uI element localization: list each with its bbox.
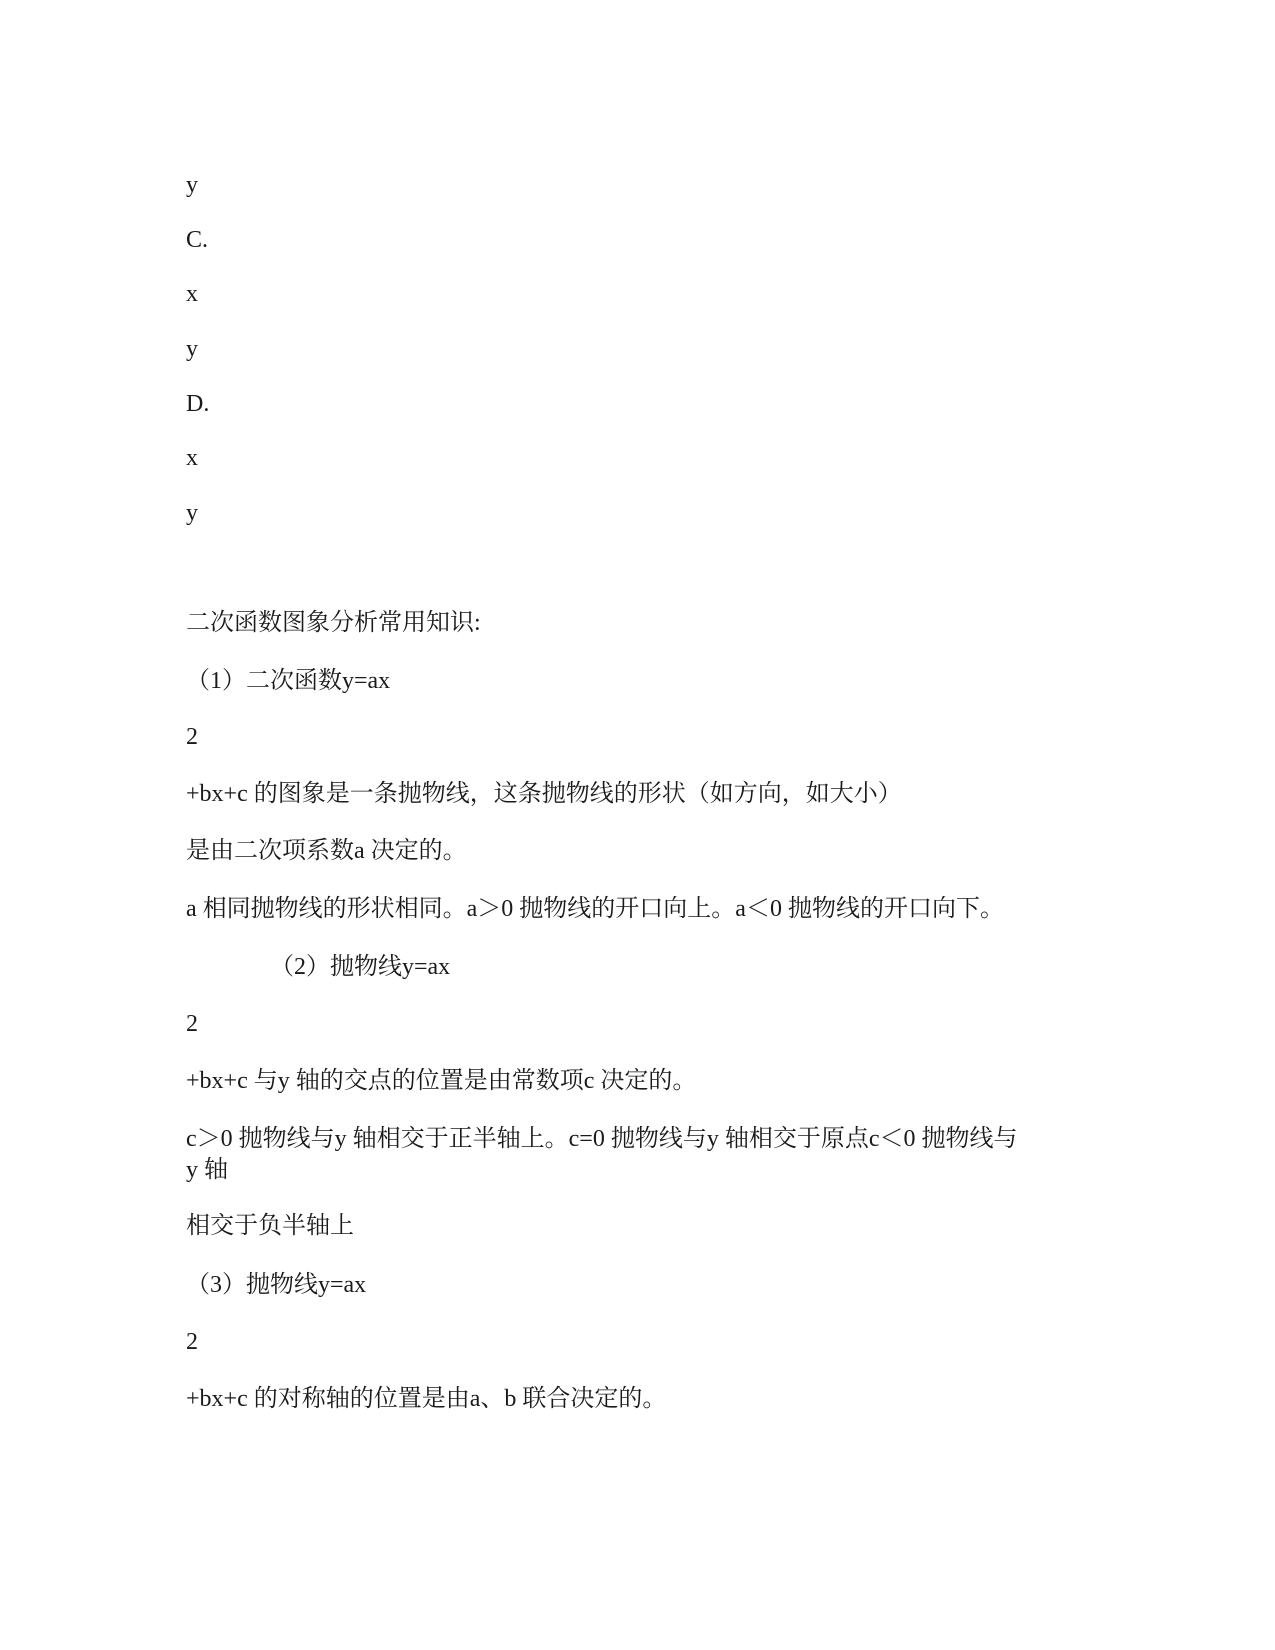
point-2-exponent: 2 [186, 1011, 198, 1037]
option-c-x-label: x [186, 281, 198, 307]
point-3-text: +bx+c 的对称轴的位置是由a、b 联合决定的。 [186, 1386, 667, 1412]
option-b-y-label: y [186, 172, 198, 198]
point-3-exponent: 2 [186, 1329, 198, 1355]
option-c-y-label: y [186, 336, 198, 362]
option-d-x-label: x [186, 445, 198, 471]
point-1-formula: （1）二次函数y=ax [186, 668, 391, 694]
point-2-text: +bx+c 与y 轴的交点的位置是由常数项c 决定的。 [186, 1068, 697, 1094]
option-d-y-label: y [186, 500, 198, 526]
point-1-text-cont: 是由二次项系数a 决定的。 [186, 838, 467, 864]
option-c-label: C. [186, 227, 209, 253]
point-2-detail-cont: y 轴 [186, 1157, 228, 1183]
point-1-exponent: 2 [186, 724, 198, 750]
point-1-text: +bx+c 的图象是一条抛物线，这条抛物线的形状（如方向，如大小） [186, 781, 902, 807]
point-1-detail: a 相同抛物线的形状相同。a＞0 抛物线的开口向上。a＜0 抛物线的开口向下。 [186, 896, 1004, 922]
point-2-detail-end: 相交于负半轴上 [186, 1213, 354, 1239]
point-2-detail: c＞0 抛物线与y 轴相交于正半轴上。c=0 抛物线与y 轴相交于原点c＜0 抛物线与 [186, 1126, 1018, 1152]
point-3-formula: （3）抛物线y=ax [186, 1272, 367, 1298]
section-heading: 二次函数图象分析常用知识: [186, 610, 481, 636]
option-d-label: D. [186, 391, 210, 417]
point-2-formula: （2）抛物线y=ax [270, 954, 451, 980]
